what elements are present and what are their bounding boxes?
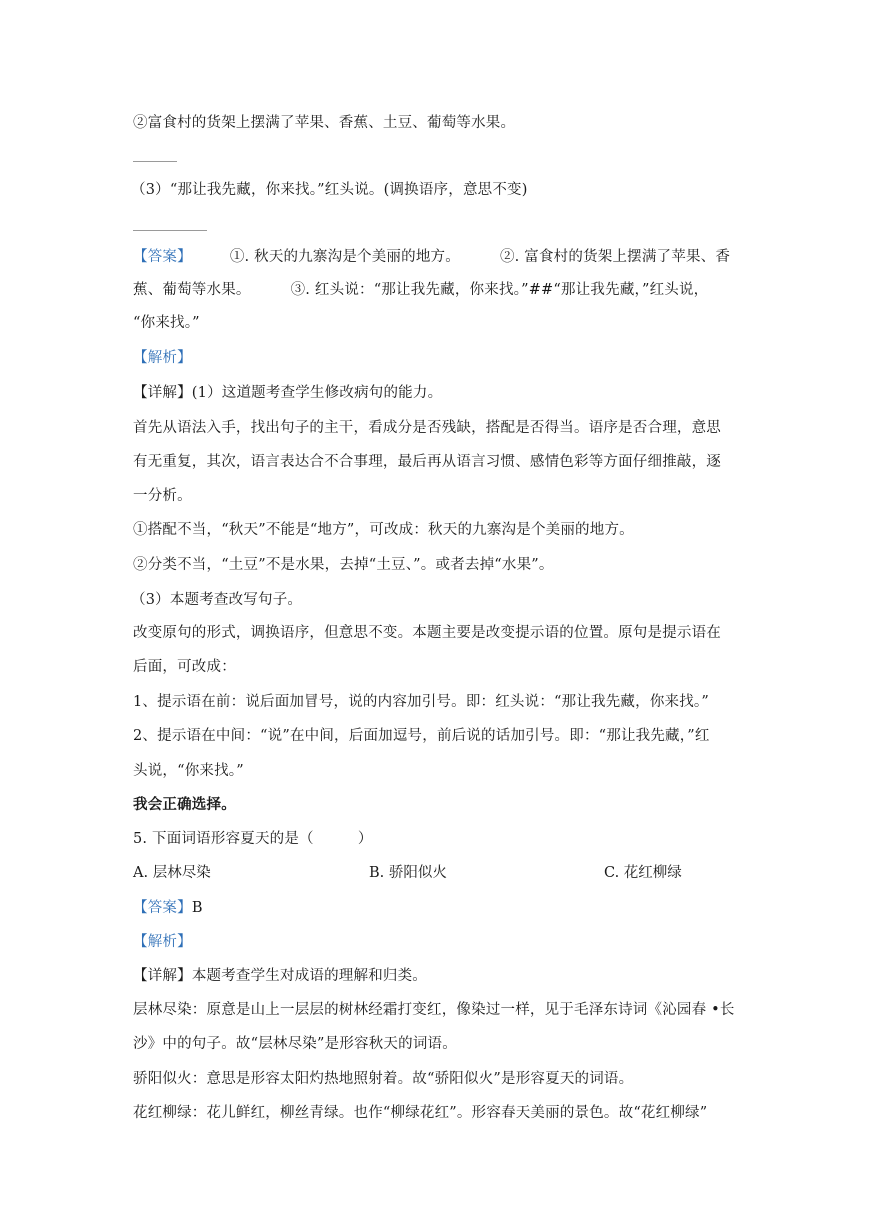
analysis-tag: 【解析】 bbox=[133, 350, 192, 366]
text-line: 有无重复，其次，语言表达合不合事理，最后再从语言习惯、感情色彩等方面仔细推敲，逐 bbox=[133, 454, 721, 470]
section-heading: 我会正确选择。 bbox=[133, 796, 236, 813]
answer-line: “你来找。” bbox=[133, 315, 200, 331]
detail-tag: 【详解】 bbox=[133, 968, 192, 984]
detail-line: 【详解】本题考查学生对成语的理解和归类。 bbox=[133, 968, 428, 984]
text-line: 一分析。 bbox=[133, 488, 192, 504]
answer-value: B bbox=[191, 900, 203, 916]
text-line: ②富食村的货架上摆满了苹果、香蕉、土豆、葡萄等水果。 bbox=[133, 115, 516, 131]
text-line: （3）本题考查改写句子。 bbox=[131, 592, 303, 608]
question-3: （3）“那让我先藏，你来找。”红头说。(调换语序，意思不变) bbox=[131, 182, 528, 198]
text-line: 沙》中的句子。故“层林尽染”是形容秋天的词语。 bbox=[133, 1036, 457, 1052]
option-c: C. 花红柳绿 bbox=[604, 865, 682, 881]
text-line: 后面，可改成： bbox=[133, 659, 236, 675]
answer-blank-line bbox=[133, 161, 177, 162]
analysis-tag: 【解析】 bbox=[133, 934, 192, 950]
text-line: ②分类不当，“土豆”不是水果，去掉“土豆、”。或者去掉“水果”。 bbox=[133, 557, 554, 573]
answer-line bbox=[133, 247, 730, 267]
text-line: 首先从语法入手，找出句子的主干，看成分是否残缺，搭配是否得当。语序是否合理，意思 bbox=[133, 420, 721, 436]
text-line: 改变原句的形式，调换语序，但意思不变。本题主要是改变提示语的位置。原句是提示语在 bbox=[133, 625, 721, 641]
text-line: ①搭配不当，“秋天”不能是“地方”，可改成：秋天的九寨沟是个美丽的地方。 bbox=[133, 522, 634, 538]
text-line: 骄阳似火：意思是形容太阳灼热地照射着。故“骄阳似火”是形容夏天的词语。 bbox=[133, 1071, 634, 1087]
detail-line: 【详解】(1）这道题考查学生修改病句的能力。 bbox=[133, 385, 443, 401]
answer-item-1: ①. 秋天的九寨沟是个美丽的地方。 bbox=[229, 249, 460, 265]
answer-item-3: ③. 红头说：“那让我先藏，你来找。”##“那让我先藏，”红头说， bbox=[290, 282, 709, 298]
answer-blank-line bbox=[133, 230, 207, 231]
answer-tag: 【答案】 bbox=[133, 900, 192, 916]
text-line: 花红柳绿：花儿鲜红，柳丝青绿。也作“柳绿花红”。形容春天美丽的景色。故“花红柳绿” bbox=[133, 1105, 708, 1121]
answer-line: 蕉、葡萄等水果。 ③. 红头说：“那让我先藏，你来找。”##“那让我先藏，”红头说， bbox=[133, 282, 709, 298]
question-5: 5. 下面词语形容夏天的是（ ） bbox=[133, 831, 373, 847]
text-line: 头说，“你来找。” bbox=[133, 763, 244, 779]
answer-tag: 【答案】 bbox=[133, 249, 192, 265]
answer-line bbox=[133, 898, 203, 918]
option-b: B. 骄阳似火 bbox=[369, 865, 447, 881]
option-a: A. 层林尽染 bbox=[133, 865, 211, 881]
answer-item-2: ②. 富食村的货架上摆满了苹果、香 bbox=[499, 249, 731, 265]
text-line: 1、提示语在前：说后面加冒号，说的内容加引号。即：红头说：“那让我先藏，你来找。” bbox=[133, 694, 709, 710]
text-line: 层林尽染：原意是山上一层层的树林经霜打变红，像染过一样，见于毛泽东诗词《沁园春 •长 bbox=[133, 1002, 735, 1018]
text-line: 2、提示语在中间：“说”在中间，后面加逗号，前后说的话加引号。即：“那让我先藏，”红 bbox=[133, 728, 710, 744]
